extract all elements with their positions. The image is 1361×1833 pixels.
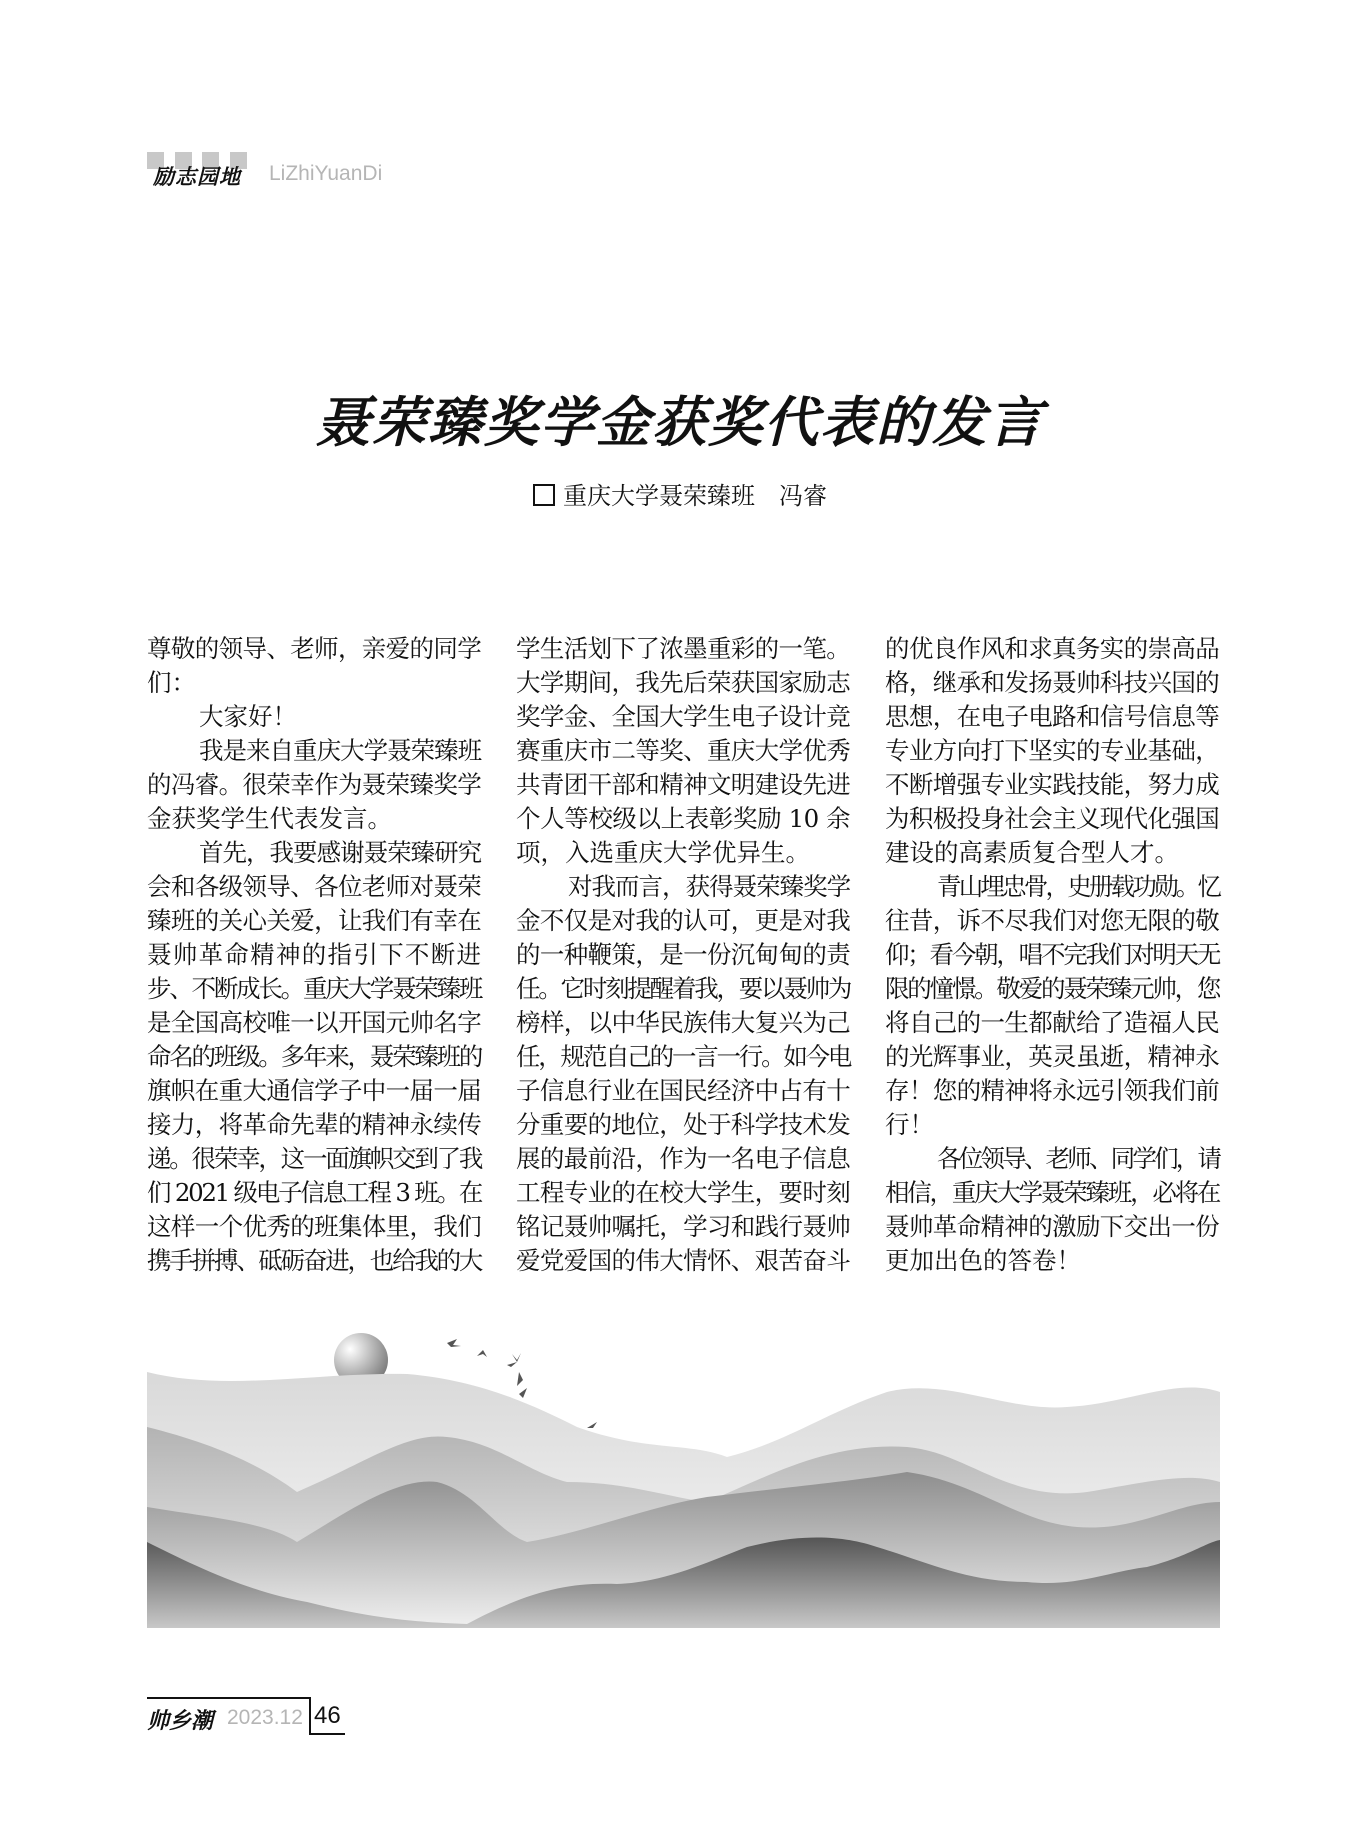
text-line: 们 2021 级电子信息工程 3 班。在 bbox=[147, 1178, 481, 1207]
text-line: 首先，我要感谢聂荣臻研究 bbox=[199, 838, 481, 867]
text-line: 相信，重庆大学聂荣臻班，必将在 bbox=[885, 1178, 1219, 1207]
text-line: 们： bbox=[147, 668, 196, 697]
text-line: 格，继承和发扬聂帅科技兴国的 bbox=[885, 668, 1219, 697]
section-header bbox=[147, 152, 487, 189]
text-line: 往昔，诉不尽我们对您无限的敬 bbox=[885, 906, 1219, 935]
section-name-en: LiZhiYuanDi bbox=[269, 162, 383, 185]
text-line: 尊敬的领导、老师，亲爱的同学 bbox=[147, 634, 481, 663]
ink-landscape-illustration bbox=[147, 1332, 1220, 1628]
text-line: 赛重庆市二等奖、重庆大学优秀 bbox=[516, 736, 850, 765]
text-line: 命名的班级。多年来，聂荣臻班的 bbox=[147, 1042, 481, 1071]
text-line: 聂帅革命精神的激励下交出一份 bbox=[885, 1212, 1219, 1241]
text-line: 接力，将革命先辈的精神永续传 bbox=[147, 1110, 481, 1139]
text-line: 学生活划下了浓墨重彩的一笔。 bbox=[516, 634, 850, 663]
text-line: 共青团干部和精神文明建设先进 bbox=[516, 770, 850, 799]
text-line: 思想，在电子电路和信号信息等 bbox=[885, 702, 1219, 731]
text-line: 限的憧憬。敬爱的聂荣臻元帅，您 bbox=[885, 974, 1219, 1003]
text-line: 大家好！ bbox=[199, 702, 297, 731]
article-title: 聂荣臻奖学金获奖代表的发言 bbox=[316, 390, 1044, 454]
footer-rule bbox=[147, 1697, 309, 1699]
square-bullet-icon bbox=[533, 484, 555, 506]
column-1 bbox=[147, 632, 481, 1278]
issue-date: 2023.12 bbox=[227, 1706, 303, 1729]
text-line: 臻班的关心关爱，让我们有幸在 bbox=[147, 906, 481, 935]
section-name-cn: 励志园地 bbox=[153, 165, 241, 189]
text-line: 项，入选重庆大学优异生。 bbox=[516, 838, 810, 867]
text-line: 的光辉事业，英灵虽逝，精神永 bbox=[885, 1042, 1219, 1071]
text-line: 大学期间，我先后荣获国家励志 bbox=[516, 668, 850, 697]
text-line: 仰；看今朝，唱不完我们对明天无 bbox=[885, 940, 1219, 969]
text-line: 聂帅革命精神的指引下不断进 bbox=[147, 940, 481, 969]
text-line: 金获奖学生代表发言。 bbox=[147, 804, 392, 833]
text-line: 的一种鞭策，是一份沉甸甸的责 bbox=[516, 940, 850, 969]
text-line: 建设的高素质复合型人才。 bbox=[885, 838, 1179, 867]
text-line: 铭记聂帅嘱托，学习和践行聂帅 bbox=[516, 1212, 850, 1241]
text-line: 金不仅是对我的认可，更是对我 bbox=[516, 906, 850, 935]
text-line: 这样一个优秀的班集体里，我们 bbox=[147, 1212, 481, 1241]
text-line: 携手拼搏、砥砺奋进，也给我的大 bbox=[147, 1246, 481, 1275]
text-line: 旗帜在重大通信学子中一届一届 bbox=[147, 1076, 481, 1105]
text-line: 递。很荣幸，这一面旗帜交到了我 bbox=[147, 1144, 481, 1173]
page-number-rule bbox=[309, 1733, 345, 1735]
text-line: 行！ bbox=[885, 1110, 934, 1139]
text-line: 的冯睿。很荣幸作为聂荣臻奖学 bbox=[147, 770, 481, 799]
text-line: 不断增强专业实践技能，努力成 bbox=[885, 770, 1219, 799]
text-line: 步、不断成长。重庆大学聂荣臻班 bbox=[147, 974, 481, 1003]
page-number: 46 bbox=[309, 1697, 341, 1733]
text-line: 对我而言，获得聂荣臻奖学 bbox=[568, 872, 850, 901]
text-line: 工程专业的在校大学生，要时刻 bbox=[516, 1178, 850, 1207]
text-line: 分重要的地位，处于科学技术发 bbox=[516, 1110, 850, 1139]
text-line: 展的最前沿，作为一名电子信息 bbox=[516, 1144, 850, 1173]
text-line: 会和各级领导、各位老师对聂荣 bbox=[147, 872, 481, 901]
text-line: 榜样，以中华民族伟大复兴为己 bbox=[516, 1008, 850, 1037]
column-3 bbox=[885, 632, 1219, 1278]
column-2 bbox=[516, 632, 850, 1278]
text-line: 任，规范自己的一言一行。如今电 bbox=[516, 1042, 850, 1071]
text-line: 将自己的一生都献给了造福人民 bbox=[885, 1008, 1219, 1037]
page-footer bbox=[147, 1697, 387, 1737]
text-line: 为积极投身社会主义现代化强国 bbox=[885, 804, 1219, 833]
text-line: 专业方向打下坚实的专业基础， bbox=[885, 736, 1219, 765]
text-line: 子信息行业在国民经济中占有十 bbox=[516, 1076, 850, 1105]
text-line: 任。它时刻提醒着我，要以聂帅为 bbox=[516, 974, 850, 1003]
text-line: 我是来自重庆大学聂荣臻班 bbox=[199, 736, 481, 765]
text-line: 奖学金、全国大学生电子设计竞 bbox=[516, 702, 850, 731]
text-line: 存！您的精神将永远引领我们前 bbox=[885, 1076, 1219, 1105]
text-line: 更加出色的答卷！ bbox=[885, 1246, 1081, 1275]
text-line: 青山埋忠骨，史册载功勋。忆 bbox=[937, 872, 1219, 901]
text-line: 各位领导、老师、同学们，请 bbox=[937, 1144, 1219, 1173]
text-line: 是全国高校唯一以开国元帅名字 bbox=[147, 1008, 481, 1037]
byline bbox=[300, 476, 1060, 511]
text-line: 爱党爱国的伟大情怀、艰苦奋斗 bbox=[516, 1246, 850, 1275]
author: 重庆大学聂荣臻班 冯睿 bbox=[563, 482, 827, 510]
text-line: 个人等校级以上表彰奖励 10 余 bbox=[516, 804, 850, 833]
text-line: 的优良作风和求真务实的崇高品 bbox=[885, 634, 1219, 663]
magazine-logo: 帅乡潮 bbox=[147, 1708, 214, 1734]
